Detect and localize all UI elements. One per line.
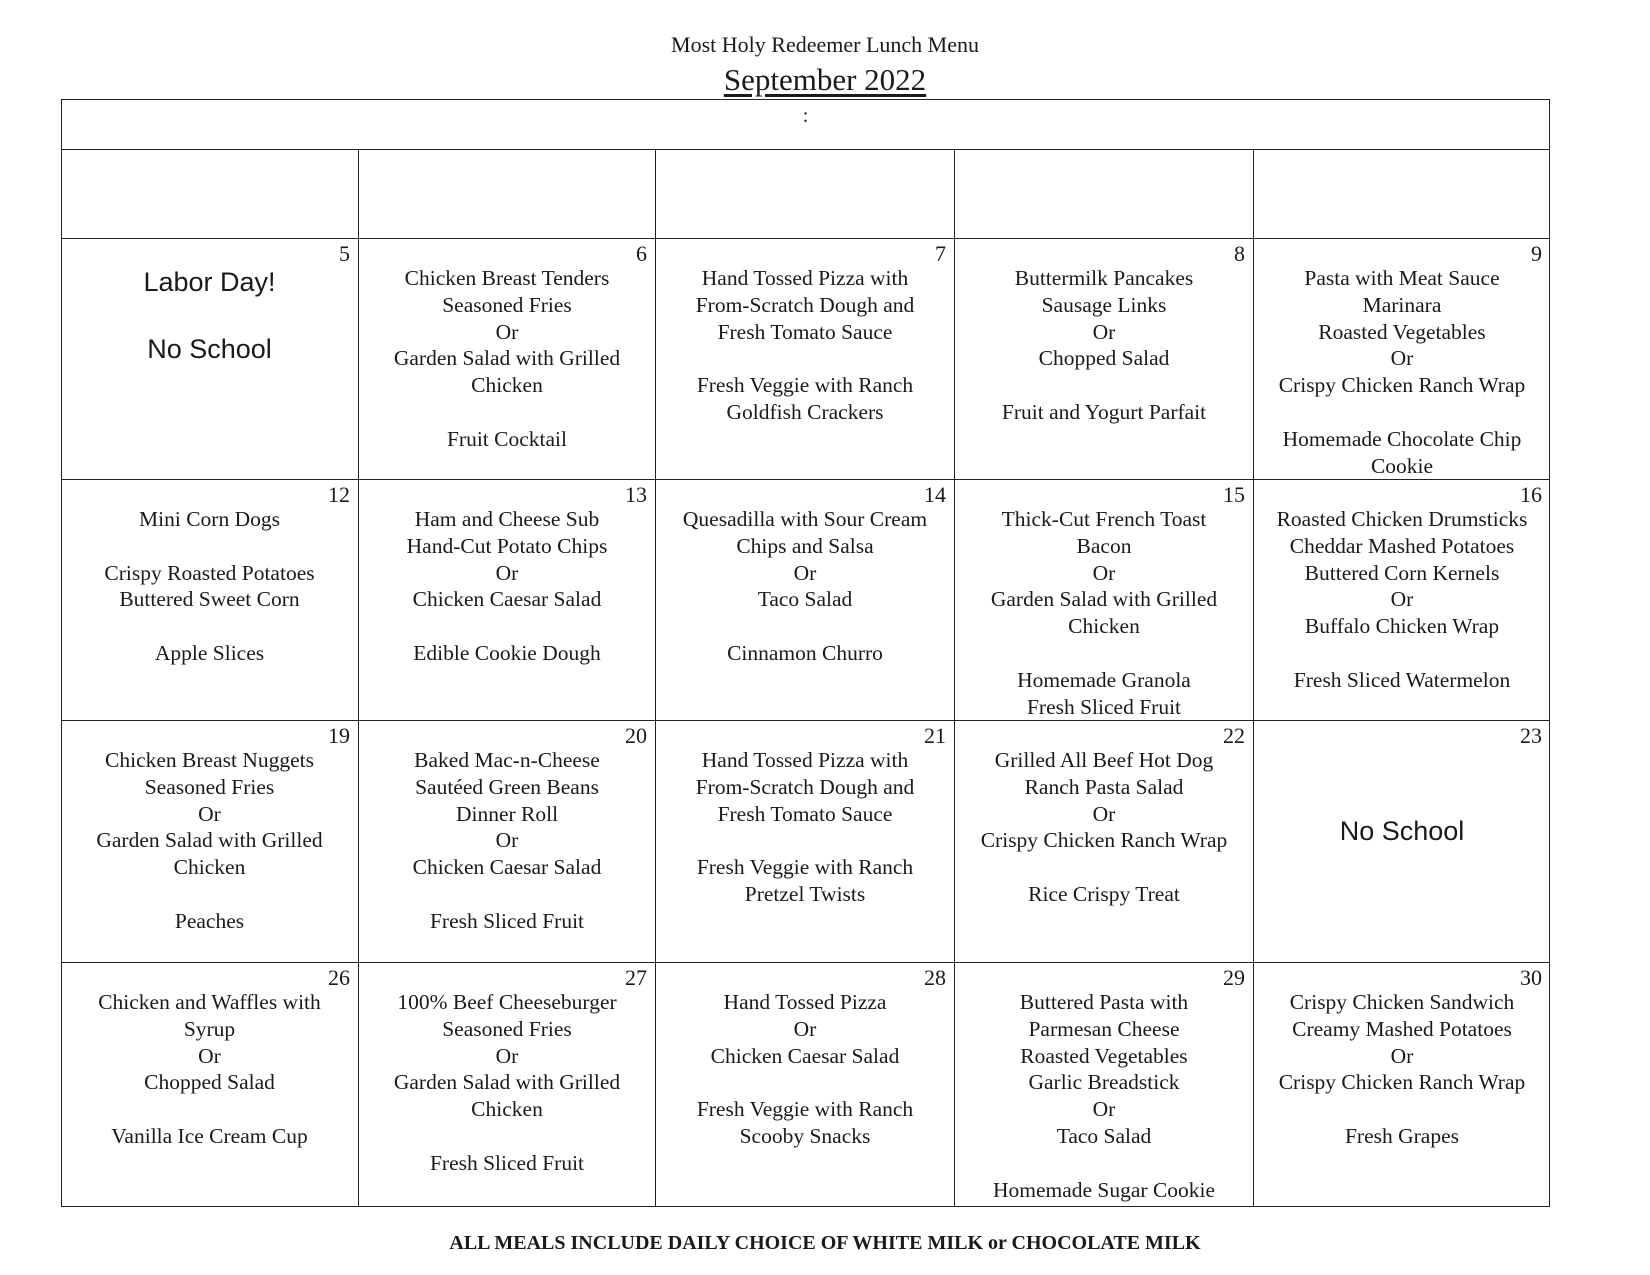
menu-item: Roasted Vegetables xyxy=(1318,319,1486,344)
menu-item: Grilled All Beef Hot Dog xyxy=(994,748,1214,772)
special-note: No School xyxy=(1339,816,1465,846)
menu-item: Or xyxy=(495,1043,519,1068)
day-cell xyxy=(61,239,359,480)
menu-item: Fresh Veggie with Ranch xyxy=(696,373,914,398)
empty-day-cell xyxy=(61,149,359,239)
menu-item: Chips and Salsa xyxy=(736,533,874,558)
day-number: 12 xyxy=(328,482,350,507)
menu-spacer xyxy=(656,345,954,372)
menu-item: Goldfish Crackers xyxy=(726,399,884,424)
menu-item: Or xyxy=(495,828,519,853)
day-number: 22 xyxy=(1223,723,1245,748)
menu-items xyxy=(955,265,1253,426)
menu-item: Hand Tossed Pizza with xyxy=(701,266,909,290)
menu-item: Fresh Tomato Sauce xyxy=(717,801,893,826)
menu-items xyxy=(656,265,954,426)
menu-item: Taco Salad xyxy=(757,587,853,612)
menu-item: Fresh Sliced Fruit xyxy=(429,908,585,933)
menu-item: Cheddar Mashed Potatoes xyxy=(1289,533,1515,558)
menu-item: Scooby Snacks xyxy=(739,1123,871,1148)
menu-item: Pasta with Meat Sauce xyxy=(1304,266,1500,290)
day-cell xyxy=(955,239,1254,480)
menu-item: Cookie xyxy=(1370,453,1434,478)
menu-item: Vanilla Ice Cream Cup xyxy=(111,1123,308,1148)
day-cell xyxy=(1254,239,1550,480)
menu-item: Fresh Veggie with Ranch xyxy=(696,855,914,880)
menu-item: Quesadilla with Sour Cream xyxy=(682,507,928,531)
menu-spacer xyxy=(61,613,358,640)
menu-item: Taco Salad xyxy=(1056,1123,1152,1148)
menu-spacer xyxy=(1254,640,1550,667)
day-number: 19 xyxy=(328,723,350,748)
day-number: 21 xyxy=(924,723,946,748)
menu-item: Crispy Roasted Potatoes xyxy=(104,560,315,585)
day-cell xyxy=(1254,963,1550,1207)
menu-spacer xyxy=(656,613,954,640)
menu-item: Chopped Salad xyxy=(1038,346,1170,371)
empty-day-cell xyxy=(656,149,955,239)
menu-item: Crispy Chicken Ranch Wrap xyxy=(980,828,1228,853)
menu-item: Chicken Breast Nuggets xyxy=(105,748,314,772)
day-number: 26 xyxy=(328,965,350,990)
menu-item: Ranch Pasta Salad xyxy=(1024,774,1184,799)
menu-item: Fresh Grapes xyxy=(1344,1123,1460,1148)
day-number: 29 xyxy=(1223,965,1245,990)
day-cell xyxy=(955,963,1254,1207)
menu-spacer xyxy=(1254,399,1550,426)
menu-item: Syrup xyxy=(183,1016,236,1041)
menu-item: Fresh Sliced Watermelon xyxy=(1293,667,1511,692)
menu-item: Baked Mac-n-Cheese xyxy=(414,748,600,772)
menu-item: Or xyxy=(1390,587,1414,612)
menu-item: Buttermilk Pancakes xyxy=(1014,266,1194,290)
menu-item: Hand Tossed Pizza with xyxy=(701,748,909,772)
day-cell xyxy=(656,963,955,1207)
menu-item: Buttered Pasta with xyxy=(1019,990,1189,1014)
menu-item: Garden Salad with Grilled xyxy=(96,828,323,853)
day-number: 7 xyxy=(935,241,946,266)
menu-item: Fruit and Yogurt Parfait xyxy=(1001,399,1207,424)
day-cell xyxy=(656,480,955,721)
menu-items xyxy=(359,265,655,453)
menu-item: Or xyxy=(495,560,519,585)
menu-item: From-Scratch Dough and xyxy=(695,774,915,799)
calendar-grid xyxy=(61,149,1550,1207)
menu-items xyxy=(656,747,954,908)
menu-item: Hand-Cut Potato Chips xyxy=(406,533,608,558)
menu-items xyxy=(955,506,1253,720)
menu-item: Peaches xyxy=(174,908,245,933)
menu-item: Buttered Sweet Corn xyxy=(119,587,300,612)
menu-items xyxy=(359,506,655,667)
menu-item: Or xyxy=(793,1016,817,1041)
menu-item: Fresh Tomato Sauce xyxy=(717,319,893,344)
empty-day-cell xyxy=(1254,149,1550,239)
menu-item: Crispy Chicken Ranch Wrap xyxy=(1278,373,1526,398)
menu-item: Chopped Salad xyxy=(144,1070,275,1095)
menu-items xyxy=(359,989,655,1177)
menu-item: Creamy Mashed Potatoes xyxy=(1292,1016,1512,1041)
menu-item: Ham and Cheese Sub xyxy=(414,507,600,531)
menu-item: Parmesan Cheese xyxy=(1028,1016,1180,1041)
menu-item: Roasted Chicken Drumsticks xyxy=(1276,507,1528,531)
milk-note: ALL MEALS INCLUDE DAILY CHOICE OF WHITE MILK or CHOCOLATE MILK xyxy=(449,1232,1201,1254)
menu-item: Cinnamon Churro xyxy=(727,640,883,665)
menu-item: Garden Salad with Grilled xyxy=(393,346,621,371)
menu-spacer xyxy=(359,881,655,908)
day-number: 30 xyxy=(1520,965,1542,990)
menu-item: Pretzel Twists xyxy=(744,881,866,906)
menu-item: Seasoned Fries xyxy=(442,1016,572,1041)
menu-item: Or xyxy=(198,801,221,826)
menu-title: Most Holy Redeemer Lunch Menu xyxy=(671,32,979,57)
menu-spacer xyxy=(359,613,655,640)
menu-item: Or xyxy=(1092,1097,1116,1122)
menu-item: Buffalo Chicken Wrap xyxy=(1304,614,1500,639)
day-cell xyxy=(656,721,955,963)
menu-spacer xyxy=(955,854,1253,881)
menu-item: Apple Slices xyxy=(154,640,265,665)
menu-item: Homemade Sugar Cookie xyxy=(992,1177,1216,1202)
menu-item: Buttered Corn Kernels xyxy=(1304,560,1500,585)
day-number: 15 xyxy=(1223,482,1245,507)
day-number: 28 xyxy=(924,965,946,990)
menu-item: Crispy Chicken Ranch Wrap xyxy=(1278,1070,1526,1095)
menu-item: Thick-Cut French Toast xyxy=(1001,507,1207,531)
menu-item: Chicken Caesar Salad xyxy=(412,855,602,880)
menu-item: Marinara xyxy=(1362,292,1442,317)
menu-item: Fruit Cocktail xyxy=(446,426,568,451)
menu-item: Or xyxy=(1390,1043,1414,1068)
menu-item: Chicken Caesar Salad xyxy=(710,1043,900,1068)
menu-items xyxy=(1254,989,1550,1150)
day-cell xyxy=(359,480,656,721)
menu-spacer xyxy=(656,1069,954,1096)
menu-item: Fresh Sliced Fruit xyxy=(1026,694,1182,719)
day-cell xyxy=(1254,480,1550,721)
menu-item: Roasted Vegetables xyxy=(1020,1043,1188,1068)
menu-item: Homemade Granola xyxy=(1017,667,1191,692)
menu-spacer xyxy=(955,1150,1253,1177)
day-cell xyxy=(359,721,656,963)
menu-item: Chicken xyxy=(471,373,543,398)
menu-items xyxy=(1254,506,1550,694)
menu-item: Fresh Veggie with Ranch xyxy=(696,1097,914,1122)
day-number: 9 xyxy=(1531,241,1542,266)
menu-item: Or xyxy=(1092,560,1116,585)
menu-items xyxy=(61,989,358,1150)
day-cell xyxy=(359,963,656,1207)
menu-item: Chicken and Waffles with xyxy=(98,990,321,1014)
menu-item: Sautéed Green Beans xyxy=(415,774,599,799)
menu-item: 100% Beef Cheeseburger xyxy=(397,990,617,1014)
menu-item: Seasoned Fries xyxy=(144,774,275,799)
menu-item: Chicken Breast Tenders xyxy=(404,266,610,290)
menu-spacer xyxy=(955,372,1253,399)
day-cell xyxy=(61,721,359,963)
calendar-header-bar: : xyxy=(61,99,1550,150)
empty-day-cell xyxy=(359,149,656,239)
day-number: 13 xyxy=(625,482,647,507)
menu-item: Or xyxy=(1092,801,1116,826)
day-number: 20 xyxy=(625,723,647,748)
menu-spacer xyxy=(61,1096,358,1123)
menu-item: Homemade Chocolate Chip xyxy=(1282,426,1522,451)
menu-spacer xyxy=(61,533,358,560)
menu-item: Sausage Links xyxy=(1041,292,1167,317)
day-number: 6 xyxy=(636,241,647,266)
day-number: 14 xyxy=(924,482,946,507)
menu-item: Dinner Roll xyxy=(455,801,559,826)
day-number: 5 xyxy=(339,241,350,266)
special-note: No School xyxy=(147,334,272,364)
menu-spacer xyxy=(1254,1096,1550,1123)
menu-item: Fresh Sliced Fruit xyxy=(429,1150,585,1175)
empty-day-cell xyxy=(955,149,1254,239)
menu-item: Rice Crispy Treat xyxy=(1028,881,1180,906)
menu-item: Or xyxy=(198,1043,221,1068)
menu-spacer xyxy=(359,1123,655,1150)
day-cell xyxy=(656,239,955,480)
menu-spacer xyxy=(955,640,1253,667)
menu-item: Chicken xyxy=(1068,614,1140,639)
day-cell xyxy=(955,480,1254,721)
menu-items xyxy=(61,747,358,935)
menu-month: September 2022 xyxy=(723,62,927,97)
menu-item: Chicken xyxy=(173,855,246,880)
day-number: 16 xyxy=(1520,482,1542,507)
menu-spacer xyxy=(359,399,655,426)
day-number: 27 xyxy=(625,965,647,990)
day-cell xyxy=(61,963,359,1207)
special-note: Labor Day! xyxy=(143,267,276,297)
menu-item: Mini Corn Dogs xyxy=(139,507,280,531)
menu-items xyxy=(61,506,358,667)
menu-item: Crispy Chicken Sandwich xyxy=(1289,990,1515,1014)
menu-item: Chicken xyxy=(471,1097,543,1122)
day-number: 23 xyxy=(1520,723,1542,748)
menu-item: Or xyxy=(1092,319,1116,344)
day-cell xyxy=(61,480,359,721)
menu-item: Bacon xyxy=(1076,533,1132,558)
menu-item: From-Scratch Dough and xyxy=(695,292,915,317)
day-cell xyxy=(359,239,656,480)
menu-item: Garden Salad with Grilled xyxy=(990,587,1218,612)
menu-item: Seasoned Fries xyxy=(442,292,572,317)
menu-item: Or xyxy=(1390,346,1414,371)
menu-item: Edible Cookie Dough xyxy=(413,640,601,665)
menu-items xyxy=(955,989,1253,1203)
day-cell xyxy=(1254,721,1550,963)
menu-items xyxy=(955,747,1253,908)
menu-item: Hand Tossed Pizza xyxy=(723,990,887,1014)
menu-item: Garden Salad with Grilled xyxy=(393,1070,621,1095)
menu-spacer xyxy=(61,881,358,908)
menu-items xyxy=(656,989,954,1150)
menu-item: Chicken Caesar Salad xyxy=(412,587,602,612)
menu-item: Or xyxy=(793,560,817,585)
menu-items xyxy=(1254,265,1550,479)
menu-items xyxy=(359,747,655,935)
menu-item: Garlic Breadstick xyxy=(1028,1070,1180,1095)
day-number: 8 xyxy=(1234,241,1245,266)
menu-items xyxy=(656,506,954,667)
menu-spacer xyxy=(656,827,954,854)
menu-item: Or xyxy=(495,319,519,344)
day-cell xyxy=(955,721,1254,963)
